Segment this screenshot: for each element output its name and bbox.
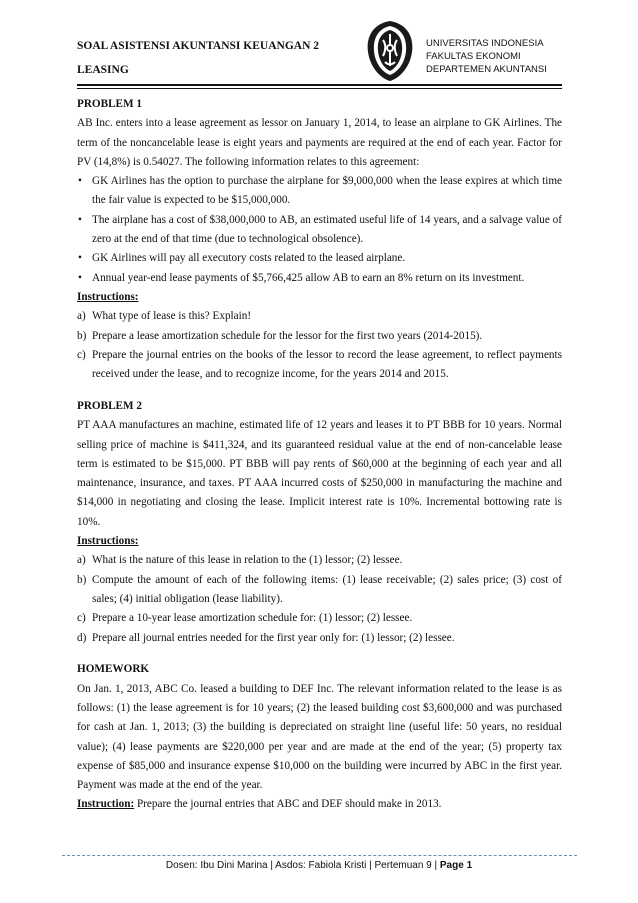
bullet-icon: • <box>78 175 82 188</box>
homework-section <box>77 660 562 814</box>
document-body <box>77 95 562 815</box>
makara-ui-logo-icon <box>364 20 416 82</box>
instruction-item: d) Prepare all journal entries needed for the first year only for: (1) lessor; (2) lessee. <box>77 631 455 644</box>
instruction-item: b) Compute the amount of each of the following items: (1) lease receivable; (2) sales price; (3) cost of sales; (4) initial obligation (lease liability). <box>77 573 562 605</box>
bullet-icon: • <box>78 271 82 284</box>
problem-1-section <box>77 95 562 384</box>
bullet-item: • Annual year-end lease payments of $5,766,425 allow AB to earn an 8% return on its investment. <box>77 269 562 288</box>
bullet-item: • GK Airlines will pay all executory costs related to the leased airplane. <box>77 249 562 268</box>
homework-instruction-label: Instruction: <box>77 798 135 811</box>
department-name: DEPARTEMEN AKUNTANSI <box>426 64 547 75</box>
instruction-item: a) What type of lease is this? Explain! <box>77 310 252 323</box>
problem-2-instruction-list <box>77 551 562 647</box>
homework-heading: HOMEWORK <box>77 663 150 676</box>
homework-instruction-text: Prepare the journal entries that ABC and DEF should make in 2013. <box>134 798 442 811</box>
problem-2-instructions-label: Instructions: <box>77 535 139 548</box>
bullet-item: • GK Airlines has the option to purchase the airplane for $9,000,000 when the lease expires at which time the fair value is expected to be $15,000,000. <box>77 172 562 211</box>
problem-1-bullet-list <box>77 172 562 288</box>
bullet-icon: • <box>78 213 82 226</box>
homework-text: On Jan. 1, 2013, ABC Co. leased a building to DEF Inc. The relevant information related to the lease is as follows: (1) the lease agreement is for 10 years; (2) the leased building cost $3,600,000 and was purchased for cash at Jan. 1, 2013; (3) the building is depreciated on straight line (useful life: 50 years, no residual value); (4) lease payments are $220,000 per year and are made at the end of the year; (5) property tax expense of $85,000 and insurance expense $10,000 on the building were incurred by ABC in the first year. Payment was made at the end of the year. <box>77 682 562 792</box>
bullet-icon: • <box>78 252 82 265</box>
footer-credits: Dosen: Ibu Dini Marina | Asdos: Fabiola Kristi | Pertemuan 9 | <box>165 860 440 871</box>
institution-block <box>426 37 547 76</box>
header-title-block <box>77 34 319 82</box>
problem-1-intro: AB Inc. enters into a lease agreement as lessor on January 1, 2014, to lease an airplane to GK Airlines. The term of the noncancelable lease is eight years and payments are required at the end of each year. Factor for PV (14,8%) is 0.54027. The following information relates to this agreement: <box>77 117 562 168</box>
topic-title: LEASING <box>77 64 129 76</box>
university-name: UNIVERSITAS INDONESIA <box>426 38 544 49</box>
instruction-item: b) Prepare a lease amortization schedule for the lessor for the first two years (2014-2015). <box>77 329 483 342</box>
page-footer <box>0 860 638 871</box>
bullet-item: • The airplane has a cost of $38,000,000 to AB, an estimated useful life of 14 years, and a salvage value of zero at the end of that time (due to technological obsolence). <box>77 211 562 250</box>
header-divider-thin <box>77 88 562 89</box>
problem-1-instructions-label: Instructions: <box>77 290 139 303</box>
instruction-item: a) What is the nature of this lease in relation to the (1) lessor; (2) lessee. <box>77 554 403 567</box>
header-divider-thick <box>77 84 562 86</box>
problem-2-section <box>77 397 562 648</box>
problem-2-intro: PT AAA manufactures an machine, estimated life of 12 years and leases it to PT BBB for 10 years. Normal selling price of machine is $411,324, and its guaranteed residual value at the end of non-cancelable lease term is estimated to be $15,000. PT BBB will pay rents of $60,000 at the beginning of each year and all maintenance, insurance, and taxes. PT AAA incurred costs of $250,000 in manufacturing the machine and $14,000 in negotiating and closing the lease. Implicit interest rate is 10%. Incremental bottowing rate is 10%. <box>77 419 562 528</box>
instruction-item: c) Prepare the journal entries on the books of the lessor to record the lease agreement, to reflect payments received under the lease, and to recognize income, for the years 2014 and 2015. <box>77 348 562 381</box>
page-number: Page 1 <box>439 860 473 871</box>
problem-2-heading: PROBLEM 2 <box>77 399 142 412</box>
footer-divider <box>62 855 577 856</box>
instruction-item: c) Prepare a 10-year lease amortization schedule for: (1) lessor; (2) lessee. <box>77 612 413 625</box>
course-title: SOAL ASISTENSI AKUNTANSI KEUANGAN 2 <box>77 40 319 52</box>
problem-1-instruction-list <box>77 307 562 384</box>
problem-1-heading: PROBLEM 1 <box>77 98 142 110</box>
homework-instruction <box>77 795 562 814</box>
faculty-name: FAKULTAS EKONOMI <box>426 51 521 62</box>
